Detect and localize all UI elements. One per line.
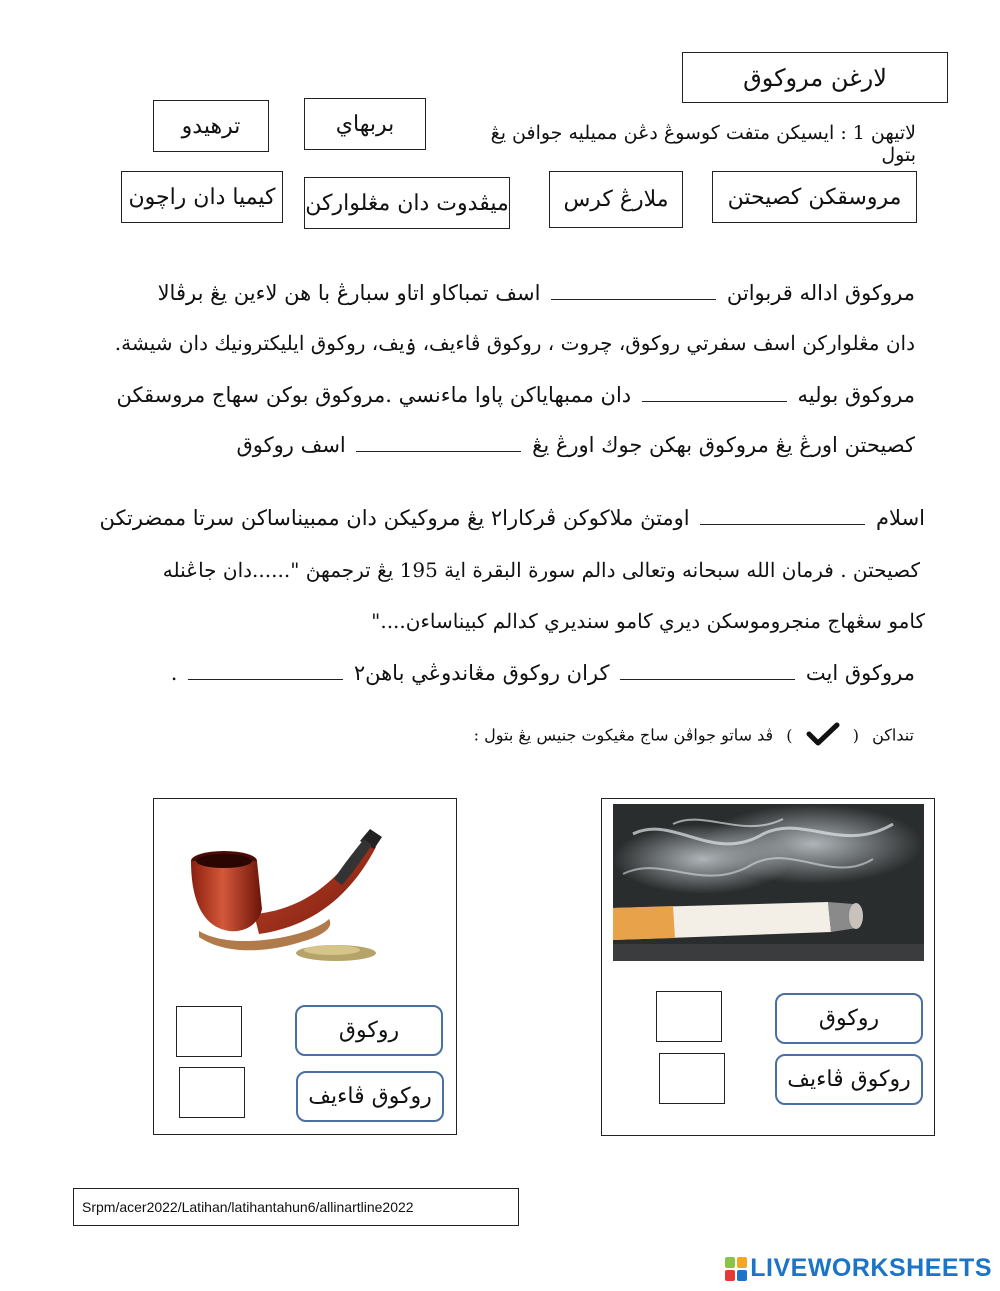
paragraph2-line4	[115, 658, 915, 688]
p2-line4-mid: كران روكوق مڠاندوڠي باهن٢	[353, 661, 610, 685]
pipe-checkbox-1[interactable]	[176, 1006, 242, 1057]
checkmark-icon	[806, 722, 840, 750]
footer-credit: Srpm/acer2022/Latihan/latihantahun6/allinartline2022	[73, 1188, 519, 1226]
paragraph2-line1	[99, 503, 925, 533]
tick-open-paren: (	[852, 725, 859, 745]
paragraph1-line1	[115, 278, 915, 308]
p2-line4-start: مروكوق ايت	[805, 661, 915, 685]
cigarette-option-rokok[interactable]: روكوق	[775, 993, 923, 1044]
pipe-checkbox-2[interactable]	[179, 1067, 245, 1118]
word-option-terhidu[interactable]: ترهيدو	[153, 100, 269, 152]
blank-4[interactable]	[700, 506, 865, 525]
blank-2[interactable]	[642, 383, 787, 402]
word-option-merosakkan-kesihatan[interactable]: مروسقكن كصيحتن	[712, 171, 917, 223]
pipe-image	[184, 819, 394, 964]
p1-line1-end: اسف تمباكاو اتاو سبارڠ با هن لاءين يڠ برڤالا	[157, 281, 541, 305]
paragraph1-line2: دان مڠلواركن اسف سفرتي روكوق، چروت ، روكوق ڤاءيف، ۏيف، روكوق ايليكترونيك دان شيشة.	[114, 331, 915, 355]
page-title: لارغن مروكوق	[682, 52, 948, 103]
paragraph1-line3	[115, 380, 915, 410]
p1-line3-start: مروكوق بوليه	[797, 383, 915, 407]
pipe-option-rokok[interactable]: روكوق	[295, 1005, 443, 1056]
tick-instruction	[314, 722, 914, 750]
p1-line4-end: اسف روكوق	[236, 433, 346, 457]
p2-line4-end: .	[170, 661, 178, 685]
cigarette-checkbox-2[interactable]	[659, 1053, 725, 1104]
pipe-option-rokok-paip[interactable]: روكوق ڤاءيف	[296, 1071, 444, 1122]
p1-line3-end: دان ممبهاياكن ڽاوا ماءنسي .مروكوق بوكن سهاج مروسقكن	[116, 383, 632, 407]
blank-1[interactable]	[551, 281, 716, 300]
blank-3[interactable]	[356, 433, 521, 452]
paragraph1-line4	[115, 430, 915, 460]
paragraph2-line3: كامو سڠهاج منجروموسكن ديري كامو سنديري كدالم كبيناساءن...."	[371, 609, 925, 633]
p2-line1-start: اسلام	[876, 506, 925, 530]
tick-close-paren: )	[786, 725, 793, 745]
blank-6[interactable]	[188, 661, 343, 680]
p1-line4-start: كصيحتن اورڠ يڠ مروكوق بهكن جوك اورڠ يڠ	[532, 433, 915, 457]
word-option-menyedut-mengeluarkan[interactable]: ميڤدوت دان مڠلواركن	[304, 177, 510, 229]
liveworksheets-brand[interactable]	[725, 1254, 992, 1283]
word-option-melarang-keras[interactable]: ملارڠ كرس	[549, 171, 683, 228]
pipe-panel	[153, 798, 457, 1135]
word-option-berbahaya[interactable]: بربهاي	[304, 98, 426, 150]
p2-line1-end: اومتڽ ملاكوكن ڤركارا٢ يڠ مروكيكن دان ممبيناساكن سرتا ممضرتكن	[99, 506, 690, 530]
instruction-text: لاتيهن 1 : ايسيكن متفت كوسوڠ دڠن مميليه جوافن يڠ بتول	[490, 122, 916, 166]
tick-instruction-rest: ڤد ساتو جواڤن ساج مڠيكوت جنيس يڠ بتول :	[473, 725, 774, 745]
liveworksheets-logo-icon	[725, 1257, 747, 1281]
p1-line1-start: مروكوق اداله قربواتن	[726, 281, 915, 305]
liveworksheets-wordmark: LIVEWORKSHEETS	[750, 1254, 992, 1282]
word-option-kimia-racun[interactable]: كيميا دان راچون	[121, 171, 283, 223]
tick-instruction-prefix: تنداكن	[872, 725, 914, 745]
cigarette-checkbox-1[interactable]	[656, 991, 722, 1042]
cigarette-image	[613, 804, 924, 961]
paragraph2-line2: كصيحتن . فرمان الله سبحانه وتعالى دالم سورة البقرة اية 195 يڠ ترجمهڽ "......دان جاڠنله	[162, 558, 920, 582]
blank-5[interactable]	[620, 661, 795, 680]
cigarette-option-rokok-paip[interactable]: روكوق ڤاءيف	[775, 1054, 923, 1105]
cigarette-panel	[601, 798, 935, 1136]
